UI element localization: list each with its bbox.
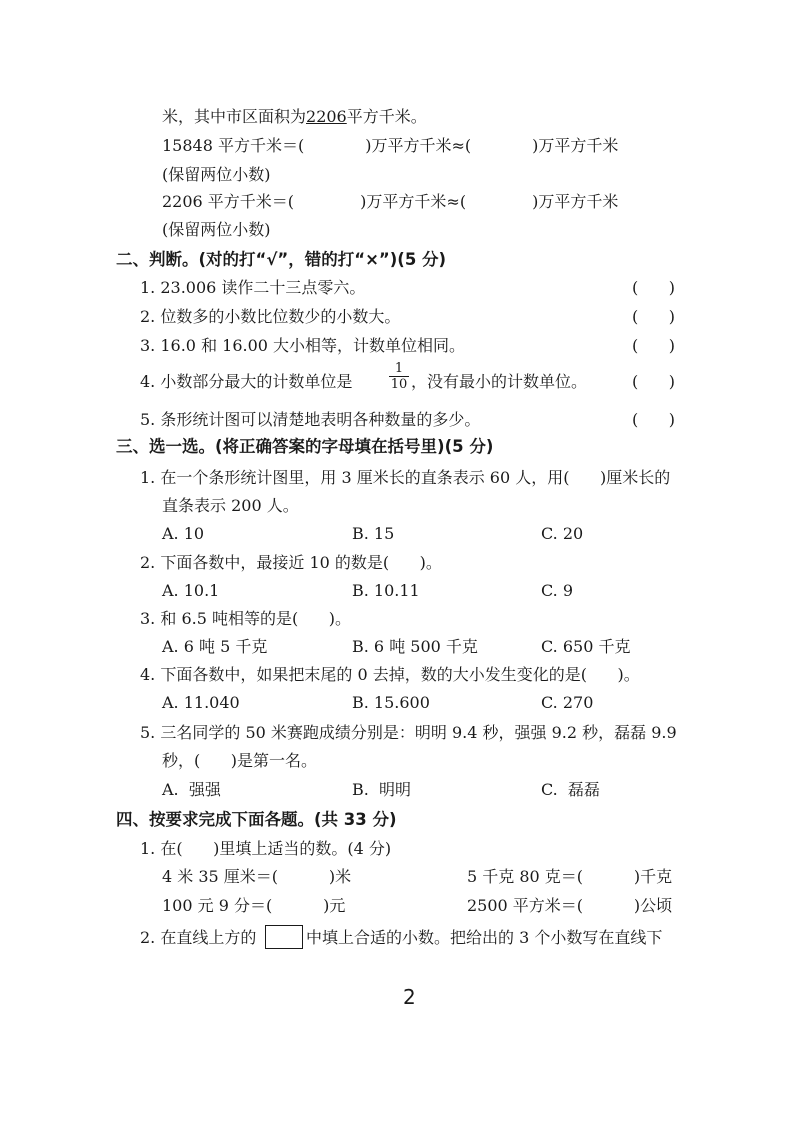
q2-option-a: A. 10.1	[162, 581, 220, 600]
choice-q2: 2. 下面各数中，最接近 10 的数是( )。	[140, 553, 442, 572]
q5-option-b: B. 明明	[352, 780, 412, 799]
choice-q3: 3. 和 6.5 吨相等的是( )。	[140, 609, 351, 628]
intro-underlined-number: 2206	[306, 107, 347, 126]
section-3-heading: 三、选一选。(将正确答案的字母填在括号里)(5 分)	[116, 437, 494, 456]
section-4-heading: 四、按要求完成下面各题。(共 33 分)	[116, 810, 397, 829]
fill-item-2: 5 千克 80 克＝( )千克	[467, 867, 673, 886]
q3-option-b: B. 6 吨 500 千克	[352, 637, 478, 656]
intro-line	[162, 107, 427, 127]
fill-q2-start: 2. 在直线上方的	[140, 928, 257, 947]
answer-paren-4[interactable]: ( )	[632, 372, 675, 391]
judge-item-5: 5. 条形统计图可以清楚地表明各种数量的多少。	[140, 410, 481, 429]
fill-q2-end: 中填上合适的小数。把给出的 3 个小数写在直线下	[306, 928, 663, 947]
q4-option-b: B. 15.600	[352, 693, 430, 712]
answer-box[interactable]	[265, 925, 303, 949]
conversion-2: 2206 平方千米＝( )万平方千米≈( )万平方千米	[162, 192, 619, 211]
judge-item-4-tail: ，没有最小的计数单位。	[411, 372, 588, 391]
choice-q5-line-1: 5. 三名同学的 50 米赛跑成绩分别是：明明 9.4 秒，强强 9.2 秒，磊磊 9.9	[140, 723, 677, 742]
q4-option-a: A. 11.040	[162, 693, 240, 712]
fill-item-3: 100 元 9 分＝( )元	[162, 896, 346, 915]
intro-text-a: 米，其中市区面积为	[162, 107, 307, 126]
conversion-1-note: (保留两位小数)	[162, 165, 271, 184]
conversion-1: 15848 平方千米＝( )万平方千米≈( )万平方千米	[162, 136, 619, 155]
q4-option-c: C. 270	[541, 693, 594, 712]
intro-text-b: 平方千米。	[346, 107, 427, 126]
fraction-one-tenth	[389, 362, 409, 391]
answer-paren-3[interactable]: ( )	[632, 336, 675, 355]
choice-q1-line-1: 1. 在一个条形统计图里，用 3 厘米长的直条表示 60 人，用( )厘米长的	[140, 468, 671, 487]
judge-item-3: 3. 16.0 和 16.00 大小相等，计数单位相同。	[140, 336, 466, 355]
fraction-numerator: 1	[389, 362, 409, 377]
fill-item-4: 2500 平方米＝( )公顷	[467, 896, 673, 915]
q3-option-a: A. 6 吨 5 千克	[162, 637, 268, 656]
choice-q4: 4. 下面各数中，如果把末尾的 0 去掉，数的大小发生变化的是( )。	[140, 665, 640, 684]
q1-option-a: A. 10	[162, 524, 205, 543]
judge-item-2: 2. 位数多的小数比位数少的小数大。	[140, 307, 401, 326]
fraction-denominator: 10	[390, 377, 408, 392]
answer-paren-5[interactable]: ( )	[632, 410, 675, 429]
section-2-heading: 二、判断。(对的打“√”，错的打“×”)(5 分)	[116, 250, 447, 269]
q3-option-c: C. 650 千克	[541, 637, 631, 656]
fill-item-1: 4 米 35 厘米＝( )米	[162, 867, 352, 886]
choice-q1-line-2: 直条表示 200 人。	[162, 496, 299, 515]
choice-q5-line-2: 秒，( )是第一名。	[162, 751, 318, 770]
conversion-2-note: (保留两位小数)	[162, 220, 271, 239]
page-number: 2	[403, 985, 416, 1009]
judge-item-1: 1. 23.006 读作二十三点零六。	[140, 278, 366, 297]
q1-option-c: C. 20	[541, 524, 584, 543]
answer-paren-1[interactable]: ( )	[632, 278, 675, 297]
fill-q1: 1. 在( )里填上适当的数。(4 分)	[140, 839, 392, 858]
judge-item-4: 4. 小数部分最大的计数单位是	[140, 372, 353, 391]
answer-paren-2[interactable]: ( )	[632, 307, 675, 326]
q1-option-b: B. 15	[352, 524, 395, 543]
q2-option-b: B. 10.11	[352, 581, 420, 600]
q2-option-c: C. 9	[541, 581, 574, 600]
q5-option-c: C. 磊磊	[541, 780, 600, 799]
q5-option-a: A. 强强	[162, 780, 221, 799]
